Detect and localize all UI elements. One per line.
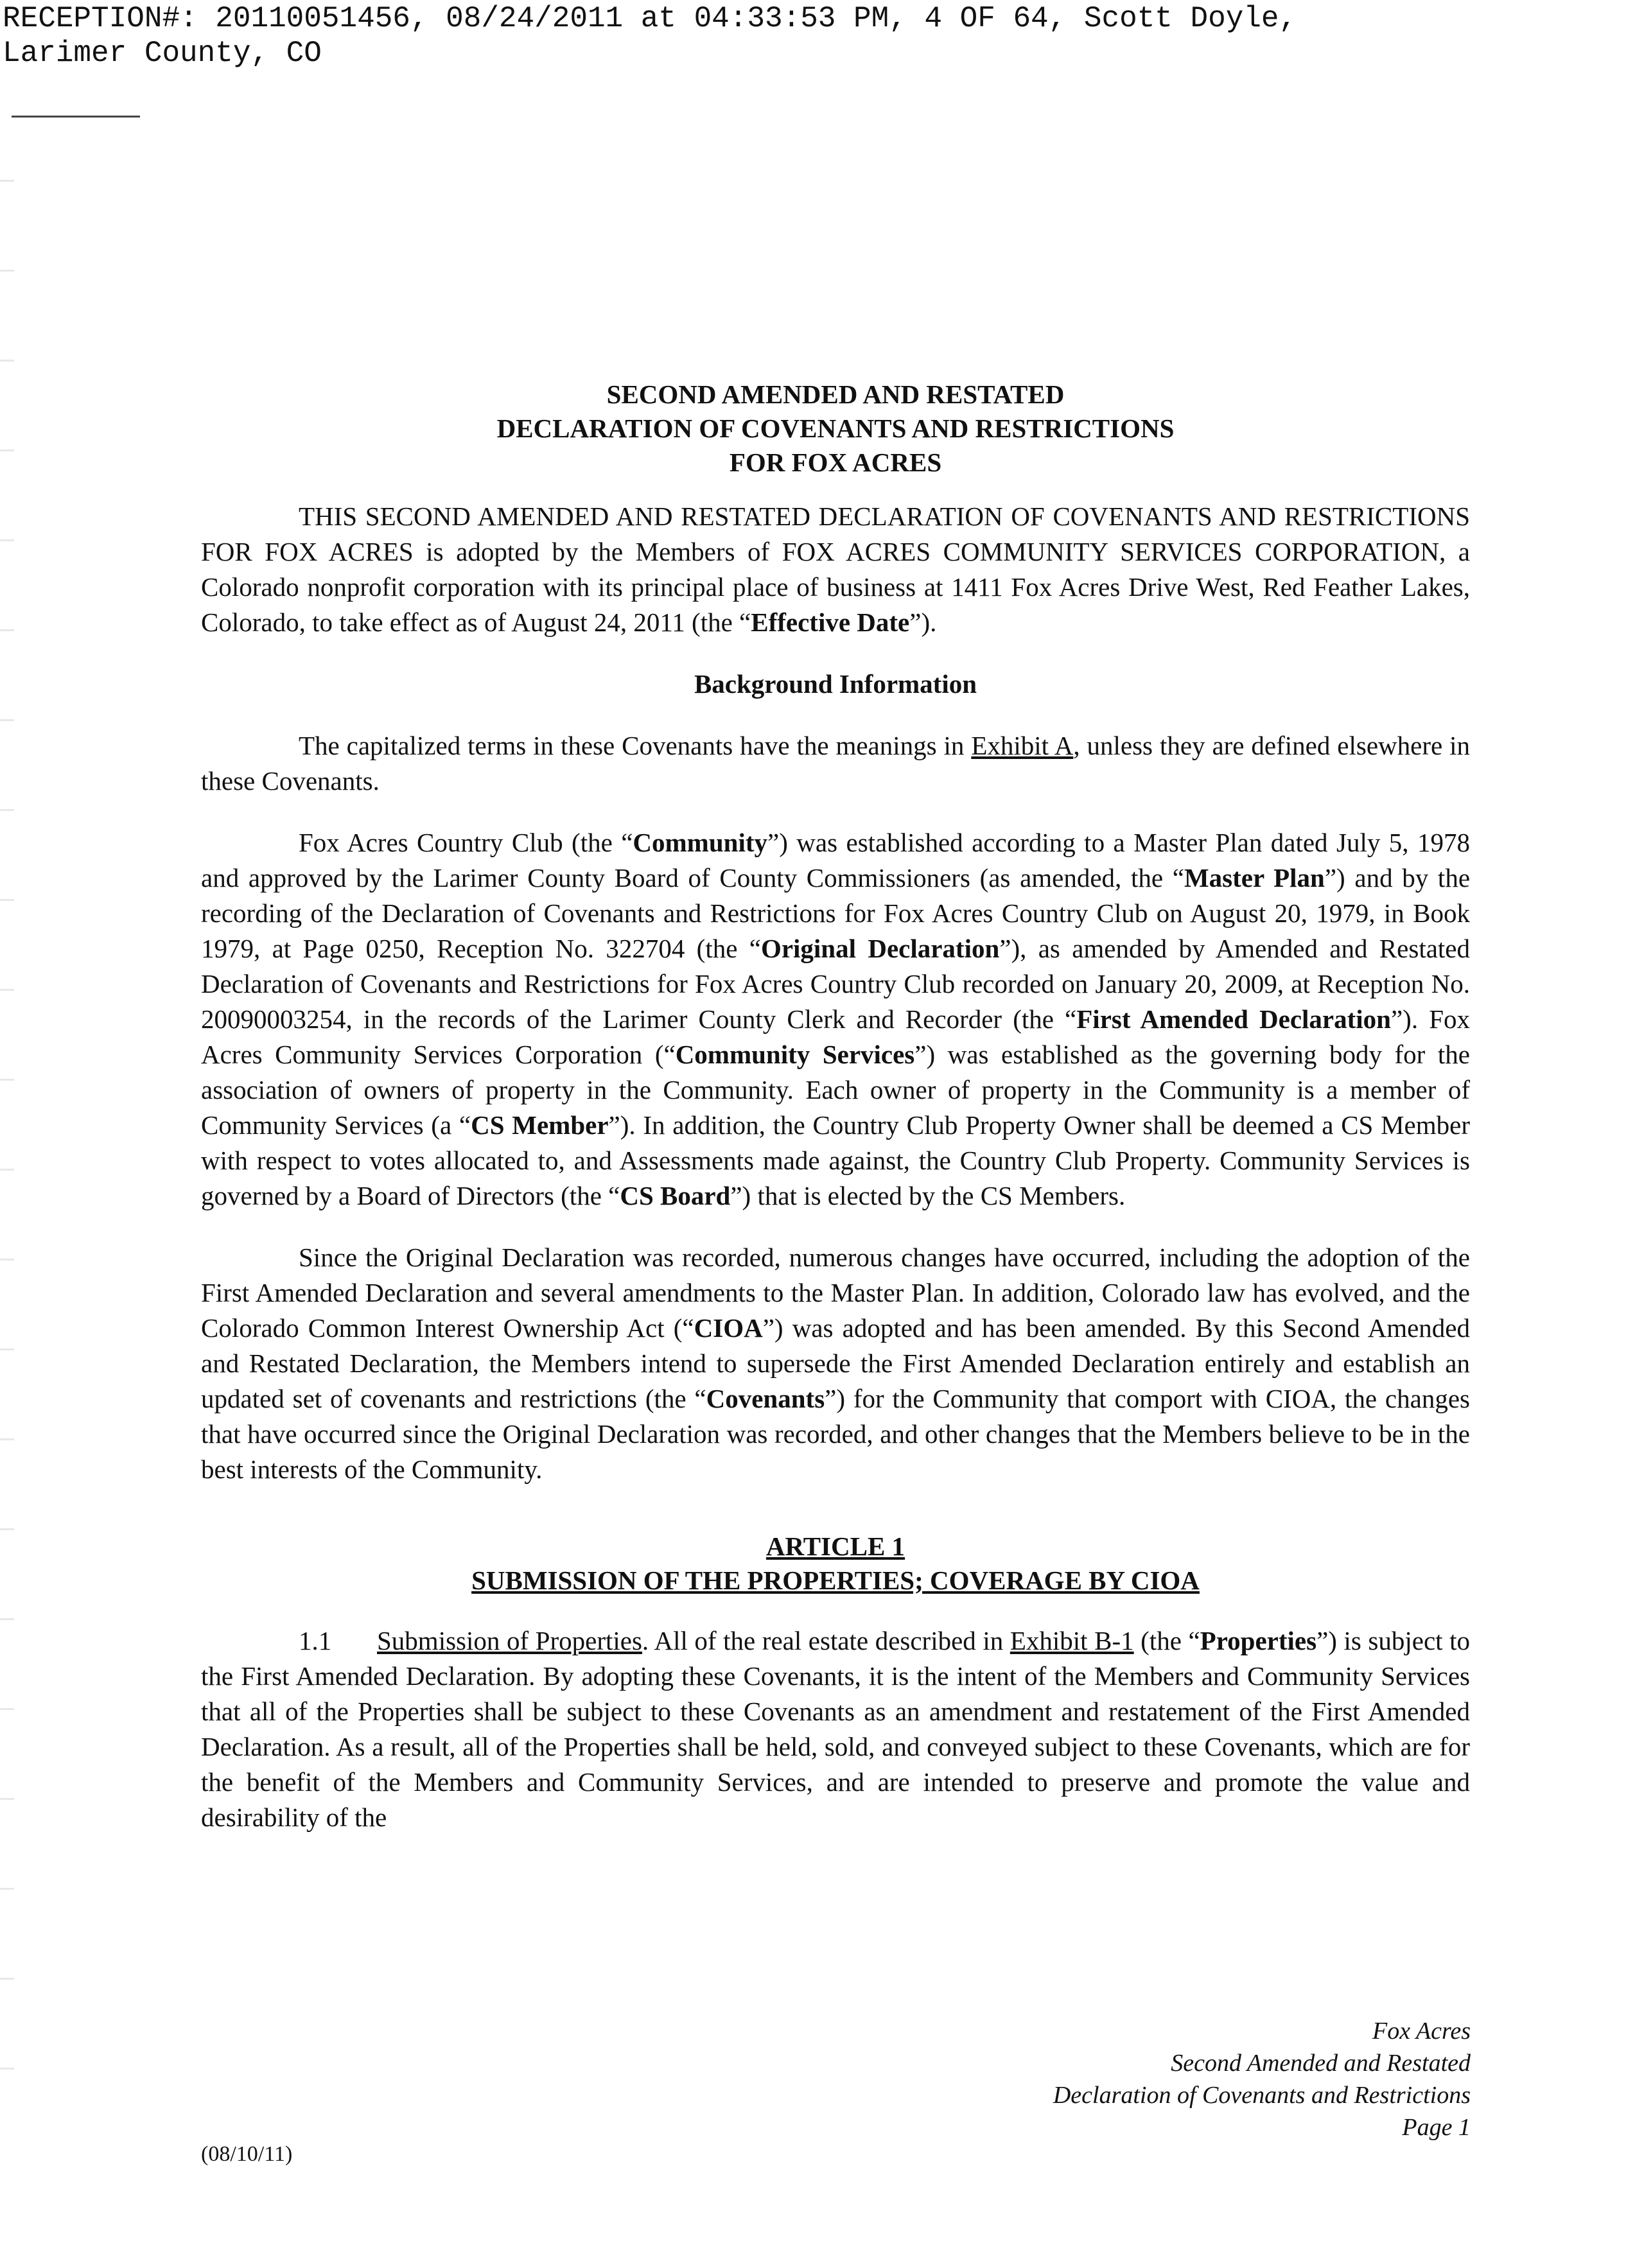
para2-text: ”) was established as the governing body for the association of owners of property in the Community. Each owner of property in the Community is a member of Community Services (a “: [201, 1040, 1470, 1140]
background-paragraph-1: [201, 728, 1470, 799]
article-1-heading: [201, 1530, 1470, 1598]
footer-line-1: Fox Acres: [1372, 2018, 1471, 2045]
defined-term-cs-board: CS Board: [620, 1181, 731, 1210]
para2-text: ”) and by the recording of the Declaration of Covenants and Restrictions for Fox Acres Country Club on August 20, 1979, in Book 1979, at Page 0250, Reception No. 322704 (the “: [201, 863, 1471, 963]
reception-line-1: RECEPTION#: 20110051456, 08/24/2011 at 04:33:53 PM, 4 OF 64, Scott Doyle,: [3, 2, 1297, 35]
defined-term-covenants: Covenants: [706, 1384, 825, 1413]
footer-line-3: Declaration of Covenants and Restrictions: [1053, 2082, 1471, 2109]
footer-date: (08/10/11): [201, 2142, 293, 2166]
article-number: ARTICLE 1: [765, 1531, 905, 1561]
para2-text: ”) was established according to a Master Plan dated July 5, 1978 and approved by the Larimer County Board of County Commissioners (as amended, the “: [201, 828, 1470, 893]
defined-term-cs-member: CS Member: [471, 1110, 609, 1140]
para2-text: Fox Acres Country Club (the “: [299, 828, 633, 857]
section-text: (the “: [1133, 1626, 1200, 1655]
background-heading: Background Information: [694, 669, 977, 699]
defined-term-cioa: CIOA: [694, 1313, 763, 1343]
para1-text-b: , unless they are defined elsewhere in these Covenants.: [201, 731, 1470, 796]
scan-edge-marks: [0, 141, 14, 2132]
para2-text: ”). In addition, the Country Club Property Owner shall be deemed a CS Member with respect to votes allocated to, and Assessments made against, the Country Club Property. Community Services is governed by a Board of Directors (the “: [201, 1110, 1470, 1210]
defined-term-master-plan: Master Plan: [1184, 863, 1325, 893]
para1-text-a: The capitalized terms in these Covenants have the meanings in: [299, 731, 972, 760]
header-rule: [12, 116, 140, 118]
intro-text-a: THIS SECOND AMENDED AND RESTATED DECLARATION OF COVENANTS AND RESTRICTIONS FOR FOX ACRES is adopted by the Members of FOX ACRES COMMUNITY SERVICES CORPORATION, a Colorado nonprofit corporation with its principal place of business at 1411 Fox Acres Drive West, Red Feather Lakes, Colorado, to take effect as of August 24, 2011 (the “: [201, 502, 1470, 637]
defined-term-properties: Properties: [1200, 1626, 1317, 1655]
para3-text: ”) was adopted and has been amended. By this Second Amended and Restated Declaration, the Members intend to supersede the First Amended Declaration entirely and establish an updated set of covenants and restrictions (the “: [201, 1313, 1470, 1413]
intro-text-b: ”).: [909, 607, 937, 637]
title-line-3: FOR FOX ACRES: [729, 448, 942, 477]
para3-text: ”) for the Community that comport with CIOA, the changes that have occurred since the Original Declaration was recorded, and other changes that the Members believe to be in the best interests of the Community.: [201, 1384, 1470, 1484]
title-line-2: DECLARATION OF COVENANTS AND RESTRICTIONS: [496, 414, 1175, 443]
page-footer: [1053, 2015, 1471, 2143]
defined-term-community: Community: [633, 828, 767, 857]
footer-line-2: Second Amended and Restated: [1171, 2050, 1471, 2077]
reception-line-2: Larimer County, CO: [3, 37, 322, 70]
section-number: 1.1: [299, 1626, 332, 1655]
background-paragraph-3: [201, 1240, 1470, 1487]
background-paragraph-2: [201, 825, 1470, 1214]
para2-text: ”), as amended by Amended and Restated Declaration of Covenants and Restrictions for Fox Acres Country Club recorded on January 20, 2009, at Reception No. 20090003254, in the records of the Larimer County Clerk and Recorder (the “: [201, 934, 1470, 1034]
defined-term-community-services: Community Services: [675, 1040, 915, 1069]
section-1-1: [201, 1623, 1470, 1835]
document-title: [201, 378, 1470, 480]
page-number: Page 1: [1402, 2114, 1471, 2141]
defined-term-first-amended-declaration: First Amended Declaration: [1076, 1004, 1391, 1034]
exhibit-a-reference: Exhibit A: [971, 731, 1074, 760]
para3-text: Since the Original Declaration was recorded, numerous changes have occurred, including the adoption of the First Amended Declaration and several amendments to the Master Plan. In addition, Colorado law has evolved, and the Colorado Common Interest Ownership Act (“: [201, 1243, 1470, 1343]
section-text: ”) is subject to the First Amended Declaration. By adopting these Covenants, it is the intent of the Members and Community Services that all of the Properties shall be subject to these Covenants as an amendment and restatement of the First Amended Declaration. As a result, all of the Properties shall be held, sold, and conveyed subject to these Covenants, which are for the benefit of the Members and Community Services, and are intended to preserve and promote the value and desirability of the: [201, 1626, 1470, 1832]
para2-text: ”) that is elected by the CS Members.: [730, 1181, 1126, 1210]
reception-stamp: [3, 1, 1297, 71]
para2-text: ”). Fox Acres Community Services Corporation (“: [201, 1004, 1471, 1069]
section-heading: Submission of Properties: [377, 1626, 642, 1655]
defined-term-effective-date: Effective Date: [751, 607, 910, 637]
document-body: [201, 378, 1470, 1862]
exhibit-b1-reference: Exhibit B-1: [1010, 1626, 1134, 1655]
intro-paragraph: [201, 499, 1470, 640]
title-line-1: SECOND AMENDED AND RESTATED: [606, 379, 1065, 409]
article-title: SUBMISSION OF THE PROPERTIES; COVERAGE BY CIOA: [471, 1566, 1200, 1595]
section-text: . All of the real estate described in: [642, 1626, 1010, 1655]
defined-term-original-declaration: Original Declaration: [760, 934, 1000, 963]
